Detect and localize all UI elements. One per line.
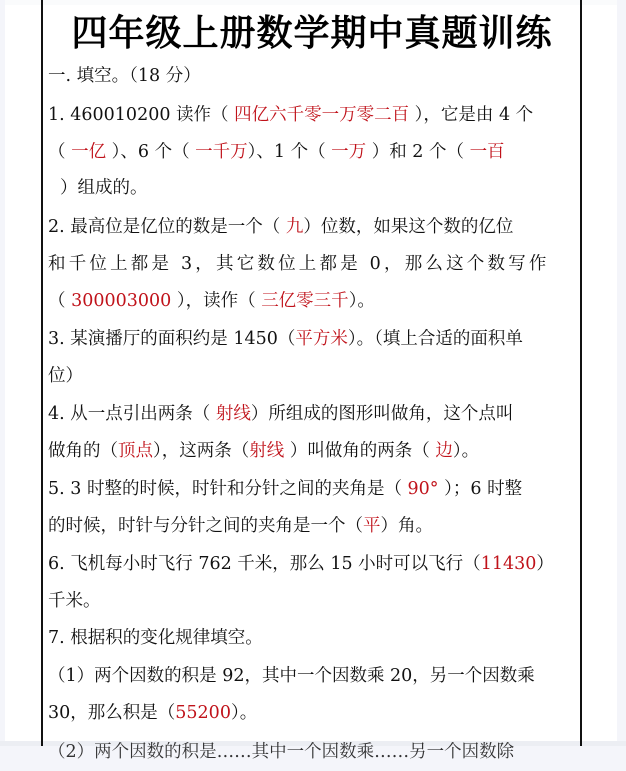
text: 3. 某演播厅的面积约是 1450（ [48,329,296,349]
text: ）和 2 个（ [366,142,470,162]
question-4-line-2 [48,432,479,470]
question-5-line-1 [48,470,522,508]
question-6-line-1 [48,545,554,583]
text: ）角。 [380,516,433,536]
answer: 55200 [175,703,231,723]
question-4-line-1 [48,395,513,433]
section-heading: 一. 填空。（18 分） [48,66,201,86]
text: ）。 [230,703,258,723]
question-3-line-2 [48,357,83,395]
text: ）。 [348,291,375,311]
text: （ [48,291,72,311]
text: 7. 根据积的变化规律填空。 [48,628,263,648]
answer: 一万 [331,142,367,162]
question-7-1-line-1 [48,657,535,695]
page-border-left [41,0,43,746]
text: 2. 最高位是亿位的数是一个（ [48,217,286,237]
question-5-line-2 [48,507,433,545]
question-7-2-line-1-cutoff [48,733,514,771]
text: 和千位上都是 3，其它数位上都是 0，那么这个数写作 [48,254,550,274]
text: ）组成的。 [60,178,148,198]
text: 做角的（ [48,441,118,461]
answer: 平方米 [295,329,348,349]
answer: 一亿 [71,142,107,162]
text: ），它是由 4 个 [409,105,534,125]
text: 1. 460010200 读作（ [48,105,235,125]
answer: 三亿零三千 [261,291,349,311]
question-2-line-1 [48,208,513,246]
text: ）所组成的图形叫做角，这个点叫 [250,404,514,424]
text: （1）两个因数的积是 92，其中一个因数乘 20，另一个因数乘 [48,666,535,686]
text: 的时候，时针与分针之间的夹角是一个（ [48,516,363,536]
question-1-line-2 [48,133,505,171]
text: （2）两个因数的积是……其中一个因数乘……另一个因数除 [48,742,515,762]
answer: 顶点 [118,441,153,461]
page-title: 四年级上册数学期中真题训练 [71,13,553,54]
question-1-line-1 [48,96,533,134]
question-7-heading [48,619,263,657]
text: 30，那么积是（ [48,703,176,723]
answer: 11430 [480,554,537,574]
answer: 平 [363,516,381,536]
text: 4. 从一点引出两条（ [48,404,216,424]
text: ） [536,554,554,574]
answer: 射线 [215,404,251,424]
answer: 射线 [249,441,285,461]
text: ）叫做角的两条（ [284,441,436,461]
answer: 边 [435,441,453,461]
answer: 四亿六千零一万零二百 [234,105,410,125]
answer: 90° [407,479,439,499]
question-6-line-2 [48,582,101,620]
text: ），读作（ [171,291,262,311]
answer: 九 [285,217,304,237]
text: 千米。 [48,591,101,611]
text: 5. 3 时整的时候，时针和分针之间的夹角是（ [48,479,408,499]
text: ），这两条（ [153,441,250,461]
text: ）。（填上合适的面积单 [347,329,523,349]
page-border-right [580,0,582,746]
question-2-line-3 [48,282,375,320]
answer: 300003000 [71,291,172,311]
text: ）；6 时整 [438,479,523,499]
question-7-1-line-2 [48,694,257,732]
answer: 一千万 [195,142,248,162]
question-2-line-2 [48,245,550,283]
answer: 一百 [469,142,505,162]
text: 位） [48,366,83,386]
text: ）、6 个（ [106,142,196,162]
text: （ [48,142,72,162]
text: ）位数，如果这个数的亿位 [303,217,514,237]
question-3-line-1 [48,320,523,358]
text: ）。 [452,441,480,461]
question-1-line-3 [60,169,148,207]
text: ）、1 个（ [247,142,332,162]
text: 6. 飞机每小时飞行 762 千米，那么 15 小时可以飞行（ [48,554,481,574]
